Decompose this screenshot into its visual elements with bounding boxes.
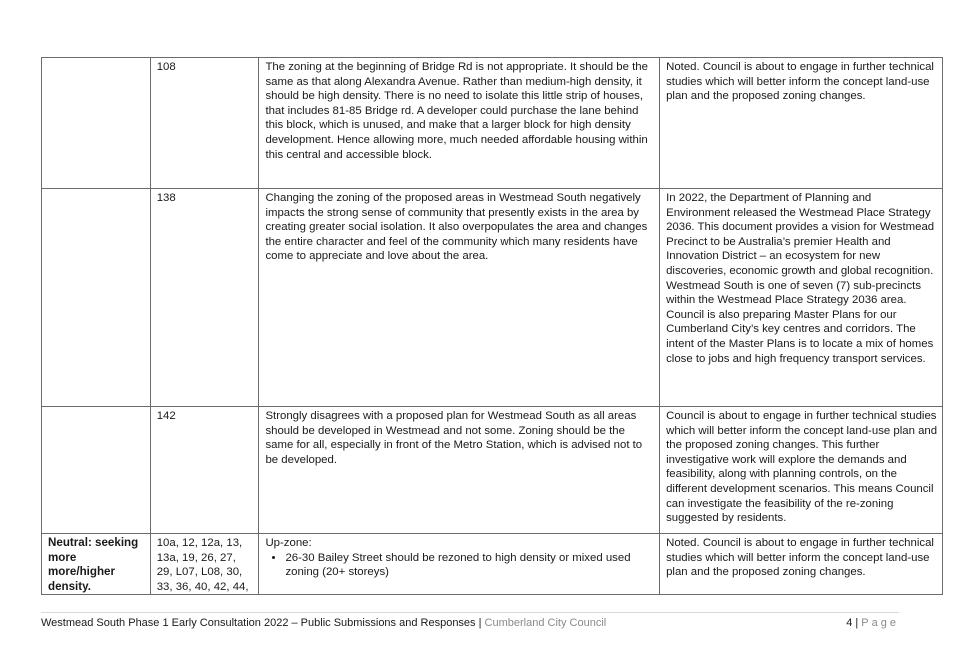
submission-text-cell: The zoning at the beginning of Bridge Rd is not appropriate. It should be the same as that along Alexandra Avenue. Rather than medium-high density, it should be high density. There is no need to isolate this little strip of houses, that includes 81-85 Bridge rd. A developer could purchase the lane behind this block, which is unused, and make that a larger block for high density development. Hence allowing more, much needed affordable housing within this central and accessible block. (259, 58, 660, 189)
submission-bullet: • 26-30 Bailey Street should be rezoned to high density or mixed used zoning (20+ storeys) (285, 551, 655, 580)
submission-text-cell: Changing the zoning of the proposed areas in Westmead South negatively impacts the strong sense of community that presently exists in the area by creating greater social isolation. It also overpopulates the area and changes the entire character and feel of the community which many residents have come to appreciate and love about the area. (259, 189, 660, 407)
category-cell (42, 58, 151, 189)
category-cell (42, 407, 151, 534)
submission-refs-cell: 108 (150, 58, 259, 189)
council-response-cell (660, 534, 943, 595)
page-label: Page (861, 617, 899, 629)
response-paragraph: Council is also preparing Master Plans for our Cumberland City’s key centres and corridors. The intent of the Master Plans is to locate a mix of homes close to jobs and high frequency transport services. (666, 308, 934, 365)
submission-text-cell: Strongly disagrees with a proposed plan for Westmead South as all areas should be developed in Westmead and not some. Zoning should be the same for all, especially in front of the Metro Station, which is advised not to be developed. (259, 407, 660, 534)
submission-heading: Up-zone: (265, 537, 312, 549)
category-cell: Neutral: seeking more more/higher density. (42, 534, 151, 595)
submission-refs-cell: 10a, 12, 12a, 13, 13a, 19, 26, 27, 29, L07, L08, 30, 33, 36, 40, 42, 44, (150, 534, 259, 595)
submissions-table-wrapper (41, 57, 943, 595)
response-paragraph: Noted. Council is about to engage in further technical studies which will better inform the concept land-use plan and the proposed zoning changes. (666, 537, 934, 579)
footer-left (41, 616, 606, 630)
response-paragraph: Westmead South is one of seven (7) sub-precincts within the Westmead Place Strategy 2036 area. (666, 279, 922, 307)
submission-refs-cell: 138 (150, 189, 259, 407)
page-separator: | (852, 617, 862, 629)
response-paragraph: Noted. Council is about to engage in further technical studies which will better inform the concept land-use plan and the proposed zoning changes. (666, 61, 934, 103)
submission-refs-cell: 142 (150, 407, 259, 534)
footer-right (846, 616, 899, 630)
page-number: 4 (846, 617, 853, 629)
table-row (42, 534, 943, 595)
table-row (42, 189, 943, 407)
footer-document-title: Westmead South Phase 1 Early Consultation 2022 – Public Submissions and Responses (41, 617, 476, 629)
council-response-cell (660, 407, 943, 534)
category-cell (42, 189, 151, 407)
footer-separator: | (475, 617, 485, 629)
footer-council-name: Cumberland City Council (484, 617, 607, 629)
council-response-cell (660, 58, 943, 189)
page-footer (41, 612, 899, 630)
submissions-table (41, 57, 943, 595)
response-paragraph: In 2022, the Department of Planning and Environment released the Westmead Place Strategy 2036. This document provides a vision for Westmead Precinct to be Australia’s premier Health and Innovation District – an ecosystem for new discoveries, economic growth and global recognition. (666, 192, 935, 277)
council-response-cell (660, 189, 943, 407)
response-paragraph: Council is about to engage in further technical studies which will better inform the concept land-use plan and the proposed zoning changes. This further investigative work will explore the demands and feasibility, along with planning controls, on the different development scenarios. This means Council can investigate the feasibility of the re-zoning suggested by residents. (666, 410, 938, 525)
submission-text-cell (259, 534, 660, 595)
table-row (42, 407, 943, 534)
table-row (42, 58, 943, 189)
submission-bullet-list (265, 551, 655, 580)
